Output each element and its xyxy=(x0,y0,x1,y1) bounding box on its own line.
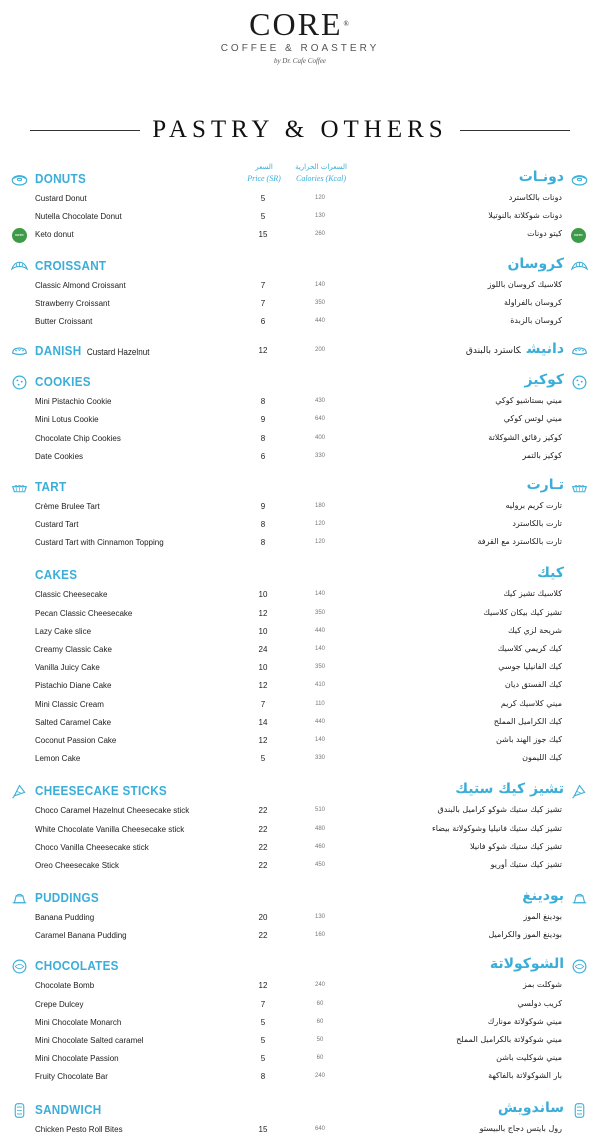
price-header-en: Price (SR) xyxy=(247,174,281,183)
danish-icon xyxy=(571,343,588,360)
item-name-ar: كوكيز رقائق الشوكلاتة xyxy=(488,432,562,442)
item-price: 5 xyxy=(260,1017,266,1027)
cookie-icon xyxy=(11,374,28,391)
item-price: 15 xyxy=(258,1124,268,1134)
section-title xyxy=(35,479,66,494)
item-calories: 480 xyxy=(314,825,325,832)
item-name: Classic Almond Croissant xyxy=(35,280,126,290)
section-spacer xyxy=(0,768,600,780)
cookie-icon xyxy=(571,374,588,391)
section-title-ar-text: دانيش xyxy=(526,341,564,358)
section-spacer xyxy=(0,875,600,887)
item-calories: 400 xyxy=(314,434,325,441)
item-calories: 330 xyxy=(314,452,325,459)
price-header-ar: السعر xyxy=(255,163,273,171)
item-name-ar: تشيز كيك ستيك فانيليا وشوكولاتة بيضاء xyxy=(431,823,562,833)
item-price: 5 xyxy=(260,212,266,222)
item-calories: 510 xyxy=(314,807,325,814)
item-price: 9 xyxy=(260,501,266,511)
menu-item-row xyxy=(0,430,600,448)
item-price: 9 xyxy=(260,415,266,425)
menu-item-row xyxy=(0,1121,600,1136)
item-name: Caramel Banana Pudding xyxy=(35,931,127,941)
section-title-ar-text: تشيز كيك ستيك xyxy=(455,781,564,798)
item-price: 10 xyxy=(258,626,268,636)
item-calories: 350 xyxy=(314,609,325,616)
item-name: White Chocolate Vanilla Cheesecake stick xyxy=(35,824,185,834)
item-calories: 120 xyxy=(314,539,325,546)
section-spacer xyxy=(0,945,600,955)
section-header xyxy=(0,371,600,393)
item-calories: 60 xyxy=(316,1055,324,1062)
menu-item-row xyxy=(0,190,600,208)
item-price: 6 xyxy=(260,451,266,461)
item-price: 14 xyxy=(258,717,268,727)
section-header xyxy=(0,476,600,498)
item-name: Pecan Classic Cheesecake xyxy=(35,608,133,618)
item-name: Mini Chocolate Salted caramel xyxy=(35,1036,144,1045)
section-tart xyxy=(0,476,600,553)
item-name-ar: كوكيز بالتمر xyxy=(522,450,562,460)
section-title-text: TART xyxy=(35,478,67,494)
page-title: PASTRY & OTHERS xyxy=(152,116,448,143)
chocolate-icon xyxy=(11,958,28,975)
item-price: 7 xyxy=(260,298,266,308)
section-title-ar-text: كروسان xyxy=(507,255,564,272)
section-title-ar xyxy=(525,372,564,388)
item-calories: 140 xyxy=(314,736,325,743)
brand-logo xyxy=(0,6,600,42)
section-title-ar xyxy=(537,565,564,581)
item-name-ar: بودينغ الموز xyxy=(523,912,562,922)
item-calories: 410 xyxy=(314,682,325,689)
item-name-ar: كيك جوز الهند باشن xyxy=(496,734,562,744)
menu-item-row xyxy=(0,623,600,641)
section-header xyxy=(0,1099,600,1121)
item-name-ar: كريب دولسي xyxy=(517,998,562,1008)
item-name: Chicken Pesto Roll Bites xyxy=(35,1124,123,1134)
item-price: 12 xyxy=(258,981,268,991)
item-calories: 120 xyxy=(314,521,325,528)
item-price: 7 xyxy=(260,280,266,290)
title-divider-right xyxy=(460,130,570,131)
item-calories: 50 xyxy=(316,1037,324,1043)
menu-item-row xyxy=(0,821,600,839)
item-calories: 430 xyxy=(314,398,325,405)
item-name-ar: تشيز كيك بيكان كلاسيك xyxy=(483,607,562,617)
menu-list xyxy=(0,168,600,1136)
section-title-text: CROISSANT xyxy=(35,257,107,273)
section-title-ar xyxy=(522,888,564,904)
item-calories: 200 xyxy=(314,347,325,354)
donut-icon xyxy=(571,171,588,188)
section-title-ar-text: بودينغ xyxy=(522,888,564,905)
item-name-ar: كيك الليمون xyxy=(522,753,562,763)
section-spacer xyxy=(0,245,600,255)
item-name: Strawberry Croissant xyxy=(35,298,110,308)
section-title-ar-text: ساندويش xyxy=(497,1099,564,1116)
item-name: Pistachio Diane Cake xyxy=(35,681,112,691)
item-calories: 440 xyxy=(314,718,325,725)
item-price: 8 xyxy=(260,520,266,530)
item-calories: 460 xyxy=(314,843,325,850)
section-chocolates xyxy=(0,955,600,1086)
menu-item-row xyxy=(0,411,600,429)
item-name: Nutella Chocolate Donut xyxy=(35,212,122,222)
chocolate-icon xyxy=(571,958,588,975)
menu-item-row xyxy=(0,839,600,857)
section-cheesecake-sticks xyxy=(0,780,600,875)
section-cakes xyxy=(0,564,600,768)
item-name: Classic Cheesecake xyxy=(35,590,108,600)
item-name: Coconut Passion Cake xyxy=(35,735,117,745)
item-calories: 130 xyxy=(314,914,325,921)
item-price: 10 xyxy=(258,663,268,673)
item-name: Choco Caramel Hazelnut Cheesecake stick xyxy=(35,806,190,816)
donut-icon xyxy=(11,171,28,188)
item-calories: 640 xyxy=(314,1125,325,1132)
brand-signature: by Dr. Cafe Coffee xyxy=(273,57,327,65)
section-title-text: COOKIES xyxy=(35,374,91,390)
item-name-ar: ميني شوكليت باشن xyxy=(496,1053,562,1063)
item-name: Mini Chocolate Passion xyxy=(35,1054,119,1064)
menu-item-row xyxy=(0,677,600,695)
item-name: Crème Brulee Tart xyxy=(35,501,100,511)
croissant-icon xyxy=(571,258,588,275)
item-calories: 640 xyxy=(314,416,325,423)
section-title xyxy=(35,958,119,973)
item-name-ar: ميني كلاسيك كريم xyxy=(500,698,562,708)
item-name-ar: ميني شوكولاتة مونارك xyxy=(487,1016,562,1026)
item-price: 22 xyxy=(258,842,268,852)
item-name: Chocolate Chip Cookies xyxy=(35,433,121,443)
item-name-ar: بودينغ الموز والكراميل xyxy=(488,930,562,940)
menu-item-row xyxy=(0,1032,600,1050)
menu-item-row xyxy=(0,696,600,714)
menu-item-row xyxy=(0,641,600,659)
item-price: 5 xyxy=(260,1036,266,1045)
item-name-ar: دونات بالكاسترد xyxy=(508,193,562,202)
item-name: Butter Croissant xyxy=(35,316,93,326)
section-title xyxy=(35,567,77,582)
item-calories: 260 xyxy=(314,231,325,238)
menu-item-row xyxy=(0,802,600,820)
item-name: Date Cookies xyxy=(35,451,84,461)
menu-item-row xyxy=(0,534,600,552)
section-header xyxy=(0,564,600,586)
item-name-ar: كلاسيك كروسان باللوز xyxy=(487,279,562,289)
item-name-ar: كيك الكراميل المملح xyxy=(493,716,562,726)
item-price: 12 xyxy=(258,346,268,356)
item-name: Mini Classic Cream xyxy=(35,699,104,709)
item-calories: 180 xyxy=(314,502,325,509)
item-name: Custard Tart xyxy=(35,520,79,530)
brand-registered-mark: ® xyxy=(343,20,351,28)
item-name: Salted Caramel Cake xyxy=(35,717,112,727)
section-spacer xyxy=(0,466,600,476)
item-name: Lazy Cake slice xyxy=(35,626,92,636)
section-title xyxy=(35,783,167,798)
menu-item-row xyxy=(0,909,600,927)
item-calories: 440 xyxy=(314,317,325,324)
item-name: Creamy Classic Cake xyxy=(35,645,112,654)
section-danish xyxy=(0,340,600,362)
item-name-ar: تارت كريم بروليه xyxy=(505,500,562,510)
section-spacer xyxy=(0,331,600,340)
item-name-ar: كيك كريمي كلاسيك xyxy=(497,644,562,653)
menu-item-row xyxy=(0,750,600,768)
item-name-ar: تشيز كيك ستيك شوكو فانيلا xyxy=(469,841,562,851)
item-price: 22 xyxy=(258,931,268,941)
item-price: 12 xyxy=(258,681,268,691)
menu-item-row xyxy=(0,586,600,604)
menu-item-row xyxy=(0,226,600,244)
section-title-text: DONUTS xyxy=(35,171,87,186)
item-name: Custard Donut xyxy=(35,194,87,203)
item-name-ar: تشيز كيك ستيك شوكو كراميل بالبندق xyxy=(437,805,562,815)
menu-item-row xyxy=(0,927,600,945)
tart-icon xyxy=(571,479,588,496)
item-price: 8 xyxy=(260,397,266,407)
croissant-icon xyxy=(11,258,28,275)
item-name-ar: كيك الفانيليا جوسي xyxy=(498,662,562,672)
section-spacer xyxy=(0,362,600,371)
item-price: 8 xyxy=(260,1072,266,1082)
item-calories: 440 xyxy=(314,627,325,634)
inline-item-name: Custard Hazelnut xyxy=(86,347,150,358)
item-price: 22 xyxy=(258,860,268,870)
section-puddings xyxy=(0,887,600,945)
menu-item-row xyxy=(0,295,600,313)
item-name: Chocolate Bomb xyxy=(35,981,95,991)
item-calories: 160 xyxy=(314,932,325,939)
section-title-ar xyxy=(527,477,564,493)
menu-item-row xyxy=(0,313,600,331)
item-name-ar: تشيز كيك ستيك أوريو xyxy=(490,859,562,869)
item-name: Mini Chocolate Monarch xyxy=(35,1017,122,1027)
item-calories: 450 xyxy=(314,861,325,868)
item-name-ar: ميني لوتس كوكي xyxy=(503,414,562,424)
item-name-ar: رول بايتس دجاج بالبيستو xyxy=(479,1123,562,1133)
item-price: 5 xyxy=(260,1054,266,1064)
item-price: 7 xyxy=(260,699,266,709)
item-name: Crepe Dulcey xyxy=(35,999,84,1009)
item-name-ar: دونات شوكلاتة بالنوتيلا xyxy=(488,211,562,221)
section-croissant xyxy=(0,255,600,332)
item-name-ar: تارت بالكاسترد مع القرفة xyxy=(477,537,562,547)
section-header xyxy=(0,780,600,802)
calories-header-ar: السعرات الحرارية xyxy=(295,163,347,171)
item-price: 20 xyxy=(258,913,268,923)
item-price: 12 xyxy=(258,608,268,618)
item-calories: 330 xyxy=(314,755,325,762)
section-title-ar-text: كيك xyxy=(537,565,564,582)
section-title-text: SANDWICH xyxy=(35,1101,102,1117)
item-name-ar: شريحة لزي كيك xyxy=(508,625,562,635)
menu-item-row xyxy=(0,393,600,411)
page-title-bar xyxy=(30,116,570,144)
brand-header xyxy=(0,6,600,65)
section-title-ar-text: دونـات xyxy=(518,169,564,185)
item-price: 12 xyxy=(258,735,268,745)
menu-item-row xyxy=(0,977,600,995)
item-name: Custard Tart with Cinnamon Topping xyxy=(35,538,164,548)
section-sandwich xyxy=(0,1099,600,1136)
section-title-text: CHOCOLATES xyxy=(35,958,119,974)
item-calories: 130 xyxy=(314,213,325,220)
section-title-ar xyxy=(507,256,564,272)
menu-item-row xyxy=(0,1050,600,1068)
section-title-ar-text: تـارت xyxy=(526,476,564,493)
keto-badge: KETO xyxy=(571,228,586,243)
item-name: Choco Vanilla Cheesecake stick xyxy=(35,842,149,852)
menu-item-row xyxy=(0,277,600,295)
menu-item-row xyxy=(0,498,600,516)
menu-item-row xyxy=(0,659,600,677)
item-name: Keto donut xyxy=(35,230,74,240)
item-name: Mini Lotus Cookie xyxy=(35,415,99,425)
item-name-ar: بار الشوكولاتة بالفاكهة xyxy=(488,1071,562,1081)
item-calories: 350 xyxy=(314,299,325,306)
item-name: Mini Pistachio Cookie xyxy=(35,397,112,407)
menu-item-row xyxy=(0,857,600,875)
menu-item-row xyxy=(0,448,600,466)
sandwich-icon xyxy=(571,1102,588,1119)
item-price: 7 xyxy=(260,999,266,1009)
inline-item-name-ar: كاسترد بالبندق xyxy=(465,346,521,357)
keto-badge: KETO xyxy=(12,228,27,243)
menu-item-row xyxy=(0,996,600,1014)
section-spacer xyxy=(0,552,600,564)
item-calories: 60 xyxy=(316,1000,324,1007)
item-name-ar: شوكلت بمز xyxy=(523,980,562,990)
danish-icon xyxy=(11,343,28,360)
item-name-ar: ميني شوكولاتة بالكراميل المملح xyxy=(456,1035,562,1044)
section-header xyxy=(0,340,600,362)
item-price: 24 xyxy=(258,645,268,654)
item-name-ar: تارت بالكاسترد xyxy=(512,519,562,529)
item-name: Vanilla Juicy Cake xyxy=(35,663,100,673)
calories-header-en: Calories (Kcal) xyxy=(296,174,346,183)
section-title-text: CHEESECAKE STICKS xyxy=(35,783,168,799)
item-calories: 240 xyxy=(314,982,325,989)
pudding-icon xyxy=(571,890,588,907)
item-name-ar: ميني بستاشيو كوكي xyxy=(495,396,562,406)
section-title xyxy=(35,1102,102,1117)
section-title xyxy=(35,258,106,273)
item-calories: 120 xyxy=(314,195,325,201)
item-name-ar: كيك الفستق ديان xyxy=(504,680,562,690)
section-cookies xyxy=(0,371,600,466)
section-title xyxy=(35,890,99,905)
menu-item-row xyxy=(0,732,600,750)
item-price: 22 xyxy=(258,824,268,834)
item-price: 8 xyxy=(260,433,266,443)
menu-item-row xyxy=(0,714,600,732)
section-header xyxy=(0,168,600,190)
item-price: 5 xyxy=(260,754,266,764)
section-spacer xyxy=(0,1087,600,1099)
section-title-ar xyxy=(490,956,564,972)
item-calories: 140 xyxy=(314,646,325,652)
cheesecake-stick-icon xyxy=(11,783,28,800)
section-title-ar xyxy=(455,781,564,797)
item-calories: 350 xyxy=(314,664,325,671)
item-calories: 240 xyxy=(314,1073,325,1080)
item-name-ar: كيتو دونات xyxy=(527,229,562,239)
section-title xyxy=(35,171,86,186)
tart-icon xyxy=(11,479,28,496)
item-price: 6 xyxy=(260,316,266,326)
menu-item-row xyxy=(0,208,600,226)
section-title-ar-text: الشوكولاتة xyxy=(489,956,564,973)
item-name-ar: كروسان بالفراولة xyxy=(503,297,562,307)
section-title xyxy=(35,343,149,358)
section-header xyxy=(0,255,600,277)
item-name: Oreo Cheesecake Stick xyxy=(35,860,120,870)
item-name: Fruity Chocolate Bar xyxy=(35,1072,108,1082)
section-title-text: PUDDINGS xyxy=(35,890,99,906)
section-donuts xyxy=(0,168,600,245)
section-title-ar-text: كوكيز xyxy=(524,372,564,389)
item-price: 22 xyxy=(258,806,268,816)
sandwich-icon xyxy=(11,1102,28,1119)
menu-item-row xyxy=(0,1068,600,1086)
cheesecake-stick-icon xyxy=(571,783,588,800)
menu-item-row xyxy=(0,1014,600,1032)
item-name: Banana Pudding xyxy=(35,913,95,923)
brand-subtitle: COFFEE & ROASTERY xyxy=(220,43,380,54)
brand-name: CORE xyxy=(249,6,343,42)
item-calories: 140 xyxy=(314,591,325,598)
section-title-text: DANISH xyxy=(35,343,82,359)
section-header xyxy=(0,887,600,909)
menu-item-row xyxy=(0,516,600,534)
menu-item-row xyxy=(0,605,600,623)
item-price: 8 xyxy=(260,538,266,548)
item-price: 10 xyxy=(258,590,268,600)
item-price: 15 xyxy=(258,230,268,240)
item-price: 5 xyxy=(260,194,266,203)
item-calories: 140 xyxy=(314,281,325,288)
section-header xyxy=(0,955,600,977)
item-calories: 110 xyxy=(315,700,325,707)
item-name: Lemon Cake xyxy=(35,754,81,764)
pudding-icon xyxy=(11,890,28,907)
item-name-ar: كلاسيك تشيز كيك xyxy=(503,589,562,599)
section-title-ar xyxy=(519,169,564,185)
item-name-ar: كروسان بالزبدة xyxy=(510,315,562,325)
section-title-ar xyxy=(466,341,564,357)
item-calories: 60 xyxy=(316,1018,324,1025)
section-title-text: CAKES xyxy=(35,567,78,583)
section-title xyxy=(35,374,91,389)
section-title-ar xyxy=(498,1100,564,1116)
title-divider-left xyxy=(30,130,140,131)
